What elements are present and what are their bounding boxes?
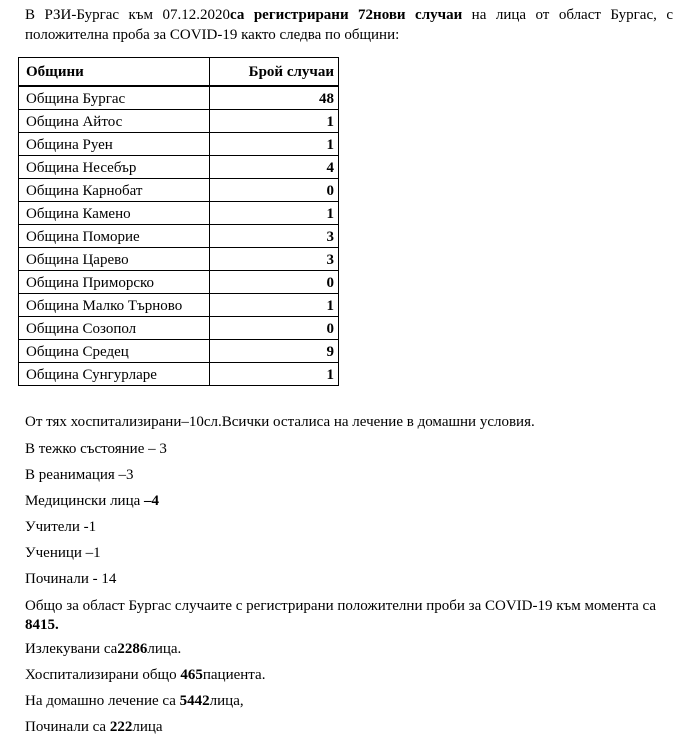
table-row xyxy=(19,156,339,179)
hospitalized-total-suffix: пациента. xyxy=(202,667,266,683)
table-row xyxy=(19,363,339,386)
students-line: Ученици –1 xyxy=(25,545,101,561)
hospitalized-total-value: 465 xyxy=(180,667,203,683)
municipality-name: Община Приморско xyxy=(19,271,210,294)
table-row xyxy=(19,248,339,271)
municipality-name: Община Бургас xyxy=(19,86,210,110)
case-count: 9 xyxy=(210,340,339,363)
case-count: 1 xyxy=(210,294,339,317)
municipality-name: Община Руен xyxy=(19,133,210,156)
hospitalized-line: От тях хоспитализирани–10сл.Всички осталиса на лечение в домашни условия. xyxy=(25,414,535,430)
recovered-line xyxy=(25,640,181,659)
municipality-name: Община Созопол xyxy=(19,317,210,340)
case-count: 1 xyxy=(210,363,339,386)
municipality-name: Община Карнобат xyxy=(19,179,210,202)
header-case-count: Брой случаи xyxy=(210,58,339,87)
deceased-total-line xyxy=(25,718,163,737)
municipality-name: Община Несебър xyxy=(19,156,210,179)
medics-label: Медицински лица xyxy=(25,493,145,509)
home-treatment-line xyxy=(25,692,244,711)
case-count: 0 xyxy=(210,179,339,202)
case-count: 4 xyxy=(210,156,339,179)
recovered-suffix: лица. xyxy=(147,641,182,657)
home-treatment-suffix: лица, xyxy=(209,693,244,709)
case-count: 0 xyxy=(210,317,339,340)
deceased-total-value: 222 xyxy=(109,719,133,735)
municipality-name: Община Средец xyxy=(19,340,210,363)
case-count: 1 xyxy=(210,202,339,225)
table-row xyxy=(19,133,339,156)
table-header-row xyxy=(19,58,339,87)
intro-new-cases: са регистрирани 72нови случаи xyxy=(230,7,463,23)
table-row xyxy=(19,202,339,225)
case-count: 3 xyxy=(210,225,339,248)
case-count: 1 xyxy=(210,110,339,133)
total-cases-text: Общо за област Бургас случаите с регистрирани положителни проби за COVID-19 към момента са xyxy=(25,598,657,614)
intro-text: В РЗИ-Бургас към 07.12.2020 xyxy=(25,7,231,23)
municipality-name: Община Сунгурларе xyxy=(19,363,210,386)
municipality-name: Община Поморие xyxy=(19,225,210,248)
recovered-value: 2286 xyxy=(117,641,148,657)
cases-table xyxy=(18,57,339,386)
recovered-label: Излекувани са xyxy=(25,641,118,657)
deceased-total-suffix: лица xyxy=(132,719,163,735)
hospitalized-total-label: Хоспитализирани общо xyxy=(25,667,181,683)
total-cases-value: 8415. xyxy=(25,617,59,633)
severe-condition-line: В тежко състояние – 3 xyxy=(25,441,167,457)
medics-value: –4 xyxy=(144,493,160,509)
table-row xyxy=(19,225,339,248)
intro-text-rest: на лица от област Бургас, с положителна проба за COVID-19 както следва по общини: xyxy=(25,7,673,43)
deceased-line: Починали - 14 xyxy=(25,571,117,587)
municipality-name: Община Камено xyxy=(19,202,210,225)
intro-paragraph xyxy=(25,5,673,45)
header-municipality: Общини xyxy=(19,58,210,87)
case-count: 48 xyxy=(210,86,339,110)
table-row xyxy=(19,86,339,110)
teachers-line: Учители -1 xyxy=(25,519,97,535)
municipality-name: Община Малко Търново xyxy=(19,294,210,317)
table-row xyxy=(19,110,339,133)
table-row xyxy=(19,271,339,294)
table-row xyxy=(19,179,339,202)
total-cases-line xyxy=(25,597,665,635)
deceased-total-label: Починали са xyxy=(25,719,110,735)
table-row xyxy=(19,340,339,363)
table-row xyxy=(19,317,339,340)
municipality-name: Община Айтос xyxy=(19,110,210,133)
home-treatment-label: На домашно лечение са xyxy=(25,693,180,709)
home-treatment-value: 5442 xyxy=(179,693,210,709)
case-count: 3 xyxy=(210,248,339,271)
case-count: 0 xyxy=(210,271,339,294)
hospitalized-total-line xyxy=(25,666,265,685)
table-row xyxy=(19,294,339,317)
icu-line: В реанимация –3 xyxy=(25,467,134,483)
medics-line xyxy=(25,492,159,511)
municipality-name: Община Царево xyxy=(19,248,210,271)
case-count: 1 xyxy=(210,133,339,156)
